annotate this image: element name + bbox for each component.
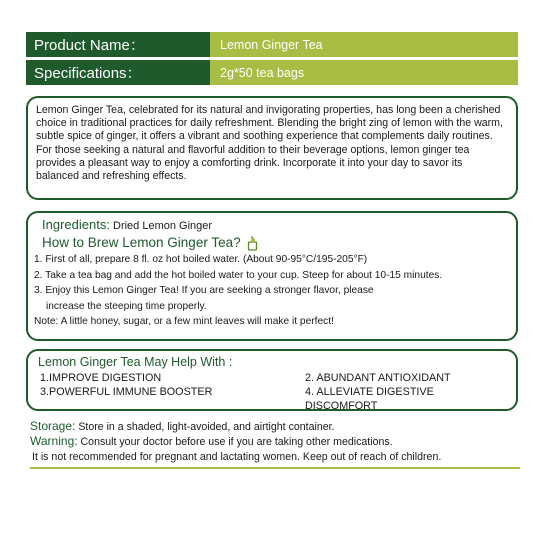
- benefit-item: 4. ALLEVIATE DIGESTIVE DISCOMFORT: [305, 386, 434, 412]
- storage-line: [30, 419, 520, 434]
- product-name-row: [26, 32, 518, 57]
- ingredients-value: Dried Lemon Ginger: [113, 220, 213, 232]
- storage-text: Store in a shaded, light-avoided, and airtight container.: [75, 421, 335, 433]
- benefits-title: Lemon Ginger Tea May Help With :: [38, 355, 233, 369]
- footer-notes: [30, 419, 520, 469]
- specifications-row: [26, 60, 518, 85]
- description-text: Lemon Ginger Tea, celebrated for its natural and invigorating properties, has long been a cherished choice in traditional practices for daily refreshment. Blending the bright zing of lemon with the warm, subtle spice of ginger, it offers a vibrant and soothing experience that complements daily routines. For those seeking a natural and flavorful addition to their beverage options, lemon ginger tea provides a pleasant way to enjoy a comforting drink. Incorporate it into your day to savor its balanced and refreshing effects.: [36, 104, 503, 183]
- product-name-value: Lemon Ginger Tea: [210, 32, 518, 57]
- benefits-box: [26, 349, 518, 411]
- specifications-value: 2g*50 tea bags: [210, 60, 518, 85]
- warning-text: Consult your doctor before use if you are taking other medications.: [77, 436, 393, 449]
- brewing-box: [26, 211, 518, 341]
- benefit-item: 1.IMPROVE DIGESTION: [40, 372, 162, 384]
- product-name-label: Product Name：: [26, 32, 210, 57]
- warning-line: [30, 434, 520, 449]
- storage-label: Storage:: [30, 419, 76, 433]
- warning-line-2: It is not recommended for pregnant and lactating women. Keep out of reach of children.: [32, 450, 442, 463]
- brew-note: Note: A little honey, sugar, or a few mint leaves will make it perfect!: [34, 316, 334, 328]
- warning-label: Warning:: [30, 434, 78, 449]
- brew-title: How to Brew Lemon Ginger Tea?: [42, 235, 241, 250]
- benefit-item: 2. ABUNDANT ANTIOXIDANT: [305, 372, 451, 384]
- brew-step-3: 3. Enjoy this Lemon Ginger Tea! If you are seeking a stronger flavor, please: [34, 285, 374, 297]
- footer-divider: [30, 467, 520, 469]
- brew-step-3-continued: increase the steeping time properly.: [46, 300, 207, 312]
- specifications-label: Specifications：: [26, 60, 210, 85]
- benefits-list: [38, 371, 506, 413]
- brew-step-2: 2. Take a tea bag and add the hot boiled water to your cup. Steep for about 10-15 minutes.: [34, 269, 443, 281]
- description-box: [26, 96, 518, 200]
- ingredients-label: Ingredients:: [42, 217, 110, 232]
- brew-step-1: 1. First of all, prepare 8 fl. oz hot boiled water. (About 90-95°C/195-205°F): [34, 254, 368, 265]
- brew-heading: [42, 234, 510, 252]
- ingredients-line: [42, 217, 510, 234]
- tea-bag-icon: [247, 236, 258, 251]
- benefit-item: 3.POWERFUL IMMUNE BOOSTER: [40, 386, 213, 398]
